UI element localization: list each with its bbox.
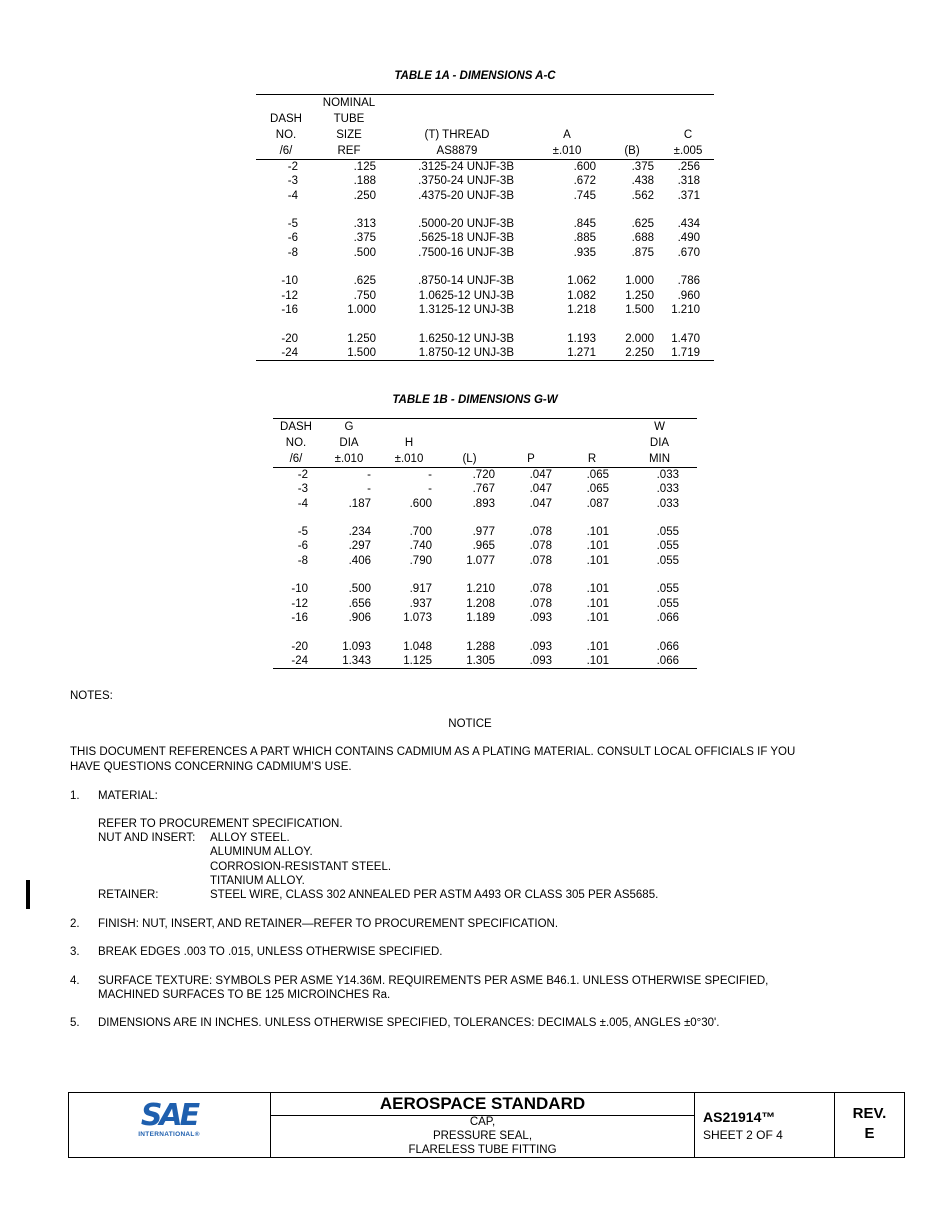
table-cell: .047 <box>529 483 552 496</box>
col-dash-header: NO. <box>285 437 307 449</box>
table-1a-caption: TABLE 1A - DIMENSIONS A-C <box>394 70 556 82</box>
table-row <box>256 289 714 303</box>
table-cell: -16 <box>291 611 308 624</box>
table-cell: .256 <box>677 161 700 173</box>
table-cell: .745 <box>573 189 596 202</box>
table-cell: .101 <box>586 597 609 610</box>
table-cell: 1.000 <box>625 275 654 288</box>
table-cell: .234 <box>348 526 371 539</box>
table-cell: 1.250 <box>625 289 654 302</box>
table-cell: 1.082 <box>567 289 596 302</box>
col-g-header: ±.010 <box>319 451 379 468</box>
table-cell: .5000-20 UNJF-3B <box>418 218 514 231</box>
table-cell: .047 <box>529 469 552 481</box>
spacer-row <box>256 203 714 217</box>
table-cell: .4375-20 UNJF-3B <box>418 189 514 202</box>
table-cell: .078 <box>529 583 552 596</box>
table-cell: 1.048 <box>403 640 432 653</box>
table-cell: .960 <box>677 289 700 302</box>
note-4-number: 4. <box>70 975 80 987</box>
table-cell: .935 <box>573 246 596 259</box>
note-5-number: 5. <box>70 1017 80 1029</box>
table-cell: -6 <box>297 540 308 553</box>
table-cell: .101 <box>562 654 622 669</box>
table-cell: 1.125 <box>379 654 439 669</box>
col-tube-header: SIZE <box>336 129 362 141</box>
table-cell: 1.500 <box>625 303 654 316</box>
col-c-header: C <box>683 129 693 141</box>
col-w-header: DIA <box>649 437 670 449</box>
table-cell: .093 <box>529 611 552 624</box>
note-1-nut-material: ALUMINUM ALLOY. <box>210 846 313 858</box>
table-cell: .7500-16 UNJF-3B <box>418 246 514 259</box>
table-cell: -8 <box>287 246 298 259</box>
table-cell: .101 <box>586 540 609 553</box>
sae-logo-mark: SAE <box>140 1098 198 1133</box>
table-cell: - <box>428 483 432 496</box>
table-cell: .720 <box>472 469 495 481</box>
table-cell: -4 <box>297 497 308 510</box>
table-cell: .055 <box>656 583 679 596</box>
table-row <box>273 482 697 496</box>
table-cell: .055 <box>656 526 679 539</box>
col-dash-header: /6/ <box>256 143 316 160</box>
col-a-header: A <box>563 129 571 141</box>
col-h-header: ±.010 <box>379 451 439 468</box>
note-2-number: 2. <box>70 918 80 930</box>
spacer-row <box>273 625 697 639</box>
table-cell: -4 <box>287 189 298 202</box>
col-a-header: ±.010 <box>532 143 602 160</box>
col-tube-header: TUBE <box>333 113 365 125</box>
col-thread-header: (T) THREAD <box>424 129 490 141</box>
table-cell: .5625-18 UNJF-3B <box>418 232 514 245</box>
title-cell <box>271 1093 695 1157</box>
note-1-retainer-material: STEEL WIRE, CLASS 302 ANNEALED PER ASTM A493 OR CLASS 305 PER AS5685. <box>210 889 659 901</box>
table-cell: .188 <box>353 175 376 188</box>
table-row <box>256 303 714 317</box>
table-row <box>273 539 697 553</box>
table-cell: .750 <box>353 289 376 302</box>
table-cell: 1.000 <box>347 303 376 316</box>
table-cell: -24 <box>256 346 316 361</box>
table-cell: 1.062 <box>567 275 596 288</box>
note-3-text: BREAK EDGES .003 TO .015, UNLESS OTHERWISE SPECIFIED. <box>98 946 443 958</box>
table-cell: 1.250 <box>347 332 376 345</box>
table-row <box>273 468 697 483</box>
table-cell: 1.0625-12 UNJ-3B <box>418 289 514 302</box>
table-cell: 1.189 <box>466 611 495 624</box>
table-cell: 1.193 <box>567 332 596 345</box>
table-cell: -24 <box>273 654 319 669</box>
note-1-nut-material: CORROSION-RESISTANT STEEL. <box>210 861 392 873</box>
col-b-header: (B) <box>602 143 662 160</box>
table-cell: .625 <box>353 275 376 288</box>
table-cell: 1.343 <box>319 654 379 669</box>
table-cell: 1.073 <box>403 611 432 624</box>
col-dash-header: DASH <box>273 419 319 436</box>
document-number-cell <box>695 1093 835 1157</box>
table-cell: .250 <box>353 189 376 202</box>
table-row <box>273 654 697 669</box>
col-dash-header <box>256 95 316 112</box>
table-cell: .688 <box>631 232 654 245</box>
document-type-title: AEROSPACE STANDARD <box>271 1093 694 1116</box>
col-p-header: P <box>500 451 562 468</box>
table-cell: .875 <box>631 246 654 259</box>
table-row <box>273 597 697 611</box>
table-cell: .977 <box>472 526 495 539</box>
table-cell: -8 <box>297 554 308 567</box>
table-cell: .087 <box>586 497 609 510</box>
table-cell: .093 <box>500 654 562 669</box>
table-cell: -20 <box>281 332 298 345</box>
table-cell: .8750-14 UNJF-3B <box>418 275 514 288</box>
col-l-header: (L) <box>439 451 500 468</box>
revision-value: E <box>864 1125 875 1142</box>
table-cell: 1.719 <box>662 346 714 361</box>
table-cell: .078 <box>529 554 552 567</box>
table-cell: .065 <box>586 469 609 481</box>
table-1b-caption: TABLE 1B - DIMENSIONS G-W <box>392 394 558 406</box>
table-cell: -20 <box>291 640 308 653</box>
document-number: AS21914™ <box>703 1109 776 1125</box>
note-5-text: DIMENSIONS ARE IN INCHES. UNLESS OTHERWISE SPECIFIED, TOLERANCES: DECIMALS ±.005, ANGLES ±0°30'. <box>98 1017 720 1029</box>
notes-heading: NOTES: <box>70 690 113 702</box>
table-cell: .767 <box>472 483 495 496</box>
table-cell: .101 <box>586 526 609 539</box>
col-g-header: G <box>319 419 379 436</box>
table-cell: 1.470 <box>671 332 700 345</box>
table-cell: 1.305 <box>439 654 500 669</box>
table-cell: .033 <box>656 497 679 510</box>
notice-text: HAVE QUESTIONS CONCERNING CADMIUM’S USE. <box>70 761 352 773</box>
table-cell: .3125-24 UNJF-3B <box>418 161 514 173</box>
col-r-header: R <box>562 451 622 468</box>
table-cell: -3 <box>287 175 298 188</box>
table-cell: .375 <box>353 232 376 245</box>
table-row <box>256 160 714 175</box>
table-row <box>256 189 714 203</box>
table-cell: .3750-24 UNJF-3B <box>418 175 514 188</box>
table-row <box>273 497 697 511</box>
table-cell: .093 <box>529 640 552 653</box>
table-row <box>256 231 714 245</box>
table-cell: 1.271 <box>532 346 602 361</box>
table-cell: .965 <box>472 540 495 553</box>
col-tube-header: NOMINAL <box>316 95 382 112</box>
spacer-row <box>273 511 697 525</box>
table-cell: .893 <box>472 497 495 510</box>
table-cell: -16 <box>281 303 298 316</box>
table-row <box>256 217 714 231</box>
table-cell: .033 <box>656 483 679 496</box>
table-cell: .055 <box>656 597 679 610</box>
table-cell: .786 <box>677 275 700 288</box>
table-cell: .672 <box>573 175 596 188</box>
table-cell: .500 <box>348 583 371 596</box>
table-cell: - <box>428 469 432 481</box>
table-cell: .906 <box>348 611 371 624</box>
table-cell: 1.288 <box>466 640 495 653</box>
table-cell: .047 <box>529 497 552 510</box>
table-cell: .101 <box>586 554 609 567</box>
table-cell: .937 <box>409 597 432 610</box>
spacer-row <box>256 260 714 274</box>
note-1-number: 1. <box>70 790 80 802</box>
col-tube-header: REF <box>316 143 382 160</box>
table-cell: - <box>367 483 371 496</box>
table-cell: 1.218 <box>567 303 596 316</box>
table-cell: 1.208 <box>466 597 495 610</box>
table-cell: .917 <box>409 583 432 596</box>
table-cell: -12 <box>281 289 298 302</box>
table-cell: -2 <box>297 469 308 481</box>
part-description-line: PRESSURE SEAL, <box>432 1130 533 1142</box>
table-cell: 1.8750-12 UNJ-3B <box>382 346 532 361</box>
title-block <box>68 1092 905 1158</box>
table-cell: .656 <box>348 597 371 610</box>
table-cell: .101 <box>586 640 609 653</box>
table-cell: .845 <box>573 218 596 231</box>
col-w-header: W <box>622 419 697 436</box>
table-cell: .055 <box>656 540 679 553</box>
note-1-nut-material: TITANIUM ALLOY. <box>210 875 305 887</box>
spacer-row <box>273 568 697 582</box>
table-row <box>273 611 697 625</box>
note-1-nut-label: NUT AND INSERT: <box>98 832 196 844</box>
table-cell: 1.500 <box>316 346 382 361</box>
logo-cell <box>69 1093 271 1157</box>
revision-label: REV. <box>852 1105 887 1122</box>
col-dash-header: NO. <box>275 129 297 141</box>
table-row <box>273 525 697 539</box>
table-cell: .078 <box>529 526 552 539</box>
table-row <box>273 554 697 568</box>
table-cell: .078 <box>529 540 552 553</box>
table-cell: -3 <box>297 483 308 496</box>
table-cell: -10 <box>291 583 308 596</box>
table-cell: 1.077 <box>466 554 495 567</box>
table-cell: -10 <box>281 275 298 288</box>
table-row <box>256 174 714 188</box>
table-cell: .375 <box>631 161 654 173</box>
table-cell: .101 <box>586 611 609 624</box>
table-cell: -2 <box>287 161 298 173</box>
table-cell: .438 <box>631 175 654 188</box>
table-cell: .187 <box>348 497 371 510</box>
table-cell: - <box>367 469 371 481</box>
table-cell: .066 <box>622 654 697 669</box>
table-cell: 1.093 <box>342 640 371 653</box>
table-cell: 1.210 <box>466 583 495 596</box>
table-cell: -5 <box>297 526 308 539</box>
col-dash-header: /6/ <box>273 451 319 468</box>
note-1-nut-material: ALLOY STEEL. <box>210 832 290 844</box>
table-cell: .033 <box>656 469 679 481</box>
col-h-header: H <box>404 437 414 449</box>
table-row <box>256 346 714 361</box>
note-2-text: FINISH: NUT, INSERT, AND RETAINER—REFER TO PROCUREMENT SPECIFICATION. <box>98 918 559 930</box>
table-cell: .700 <box>409 526 432 539</box>
table-row <box>256 246 714 260</box>
table-cell: 1.210 <box>671 303 700 316</box>
table-cell: .101 <box>586 583 609 596</box>
revision-cell <box>835 1093 904 1157</box>
table-cell: .434 <box>677 218 700 231</box>
table-cell: .318 <box>677 175 700 188</box>
table-cell: .078 <box>529 597 552 610</box>
table-cell: .670 <box>677 246 700 259</box>
table-cell: 2.250 <box>602 346 662 361</box>
table-cell: .885 <box>573 232 596 245</box>
note-3-number: 3. <box>70 946 80 958</box>
table-cell: .625 <box>631 218 654 231</box>
table-cell: .740 <box>409 540 432 553</box>
table-cell: -5 <box>287 218 298 231</box>
table-row <box>256 332 714 346</box>
table-cell: .600 <box>409 497 432 510</box>
col-w-header: MIN <box>622 451 697 468</box>
part-description <box>271 1115 694 1157</box>
table-cell: .790 <box>409 554 432 567</box>
notice-title: NOTICE <box>448 718 492 730</box>
table-cell: .066 <box>656 611 679 624</box>
note-4-text: MACHINED SURFACES TO BE 125 MICROINCHES Ra. <box>98 989 391 1001</box>
col-c-header: ±.005 <box>662 143 714 160</box>
sae-logo-subtitle: INTERNATIONAL® <box>138 1131 200 1138</box>
part-description-line: CAP, <box>469 1116 496 1128</box>
sae-logo <box>137 1098 201 1138</box>
sheet-number: SHEET 2 OF 4 <box>703 1128 783 1142</box>
table-row <box>273 582 697 596</box>
table-cell: .600 <box>573 161 596 173</box>
table-cell: .562 <box>631 189 654 202</box>
table-cell: 1.6250-12 UNJ-3B <box>418 332 514 345</box>
table-1a <box>256 94 714 361</box>
table-cell: 2.000 <box>625 332 654 345</box>
table-cell: .297 <box>348 540 371 553</box>
table-cell: .065 <box>586 483 609 496</box>
note-1-retainer-label: RETAINER: <box>98 889 159 901</box>
table-cell: .125 <box>353 161 376 173</box>
table-1b <box>273 418 697 669</box>
table-cell: .490 <box>677 232 700 245</box>
table-cell: -6 <box>287 232 298 245</box>
table-row <box>256 274 714 288</box>
col-dash-header: DASH <box>270 113 302 125</box>
note-1-title: MATERIAL: <box>98 790 158 802</box>
table-cell: .500 <box>353 246 376 259</box>
note-4-text: SURFACE TEXTURE: SYMBOLS PER ASME Y14.36M. REQUIREMENTS PER ASME B46.1. UNLESS OTHERWISE SPECIFIED, <box>98 975 769 987</box>
note-1-reference: REFER TO PROCUREMENT SPECIFICATION. <box>98 818 343 830</box>
table-cell: .313 <box>353 218 376 231</box>
table-cell: .406 <box>348 554 371 567</box>
part-description-line: FLARELESS TUBE FITTING <box>408 1144 557 1156</box>
col-thread-header: AS8879 <box>382 143 532 160</box>
table-cell: .371 <box>677 189 700 202</box>
spacer-row <box>256 317 714 331</box>
table-cell: -12 <box>291 597 308 610</box>
table-cell: .066 <box>656 640 679 653</box>
revision-change-bar <box>26 880 30 909</box>
table-cell: 1.3125-12 UNJ-3B <box>418 303 514 316</box>
table-cell: .055 <box>656 554 679 567</box>
notice-text: THIS DOCUMENT REFERENCES A PART WHICH CONTAINS CADMIUM AS A PLATING MATERIAL. CONSULT LOCAL OFFICIALS IF YOU <box>70 746 796 758</box>
col-g-header: DIA <box>339 437 359 449</box>
table-row <box>273 640 697 654</box>
